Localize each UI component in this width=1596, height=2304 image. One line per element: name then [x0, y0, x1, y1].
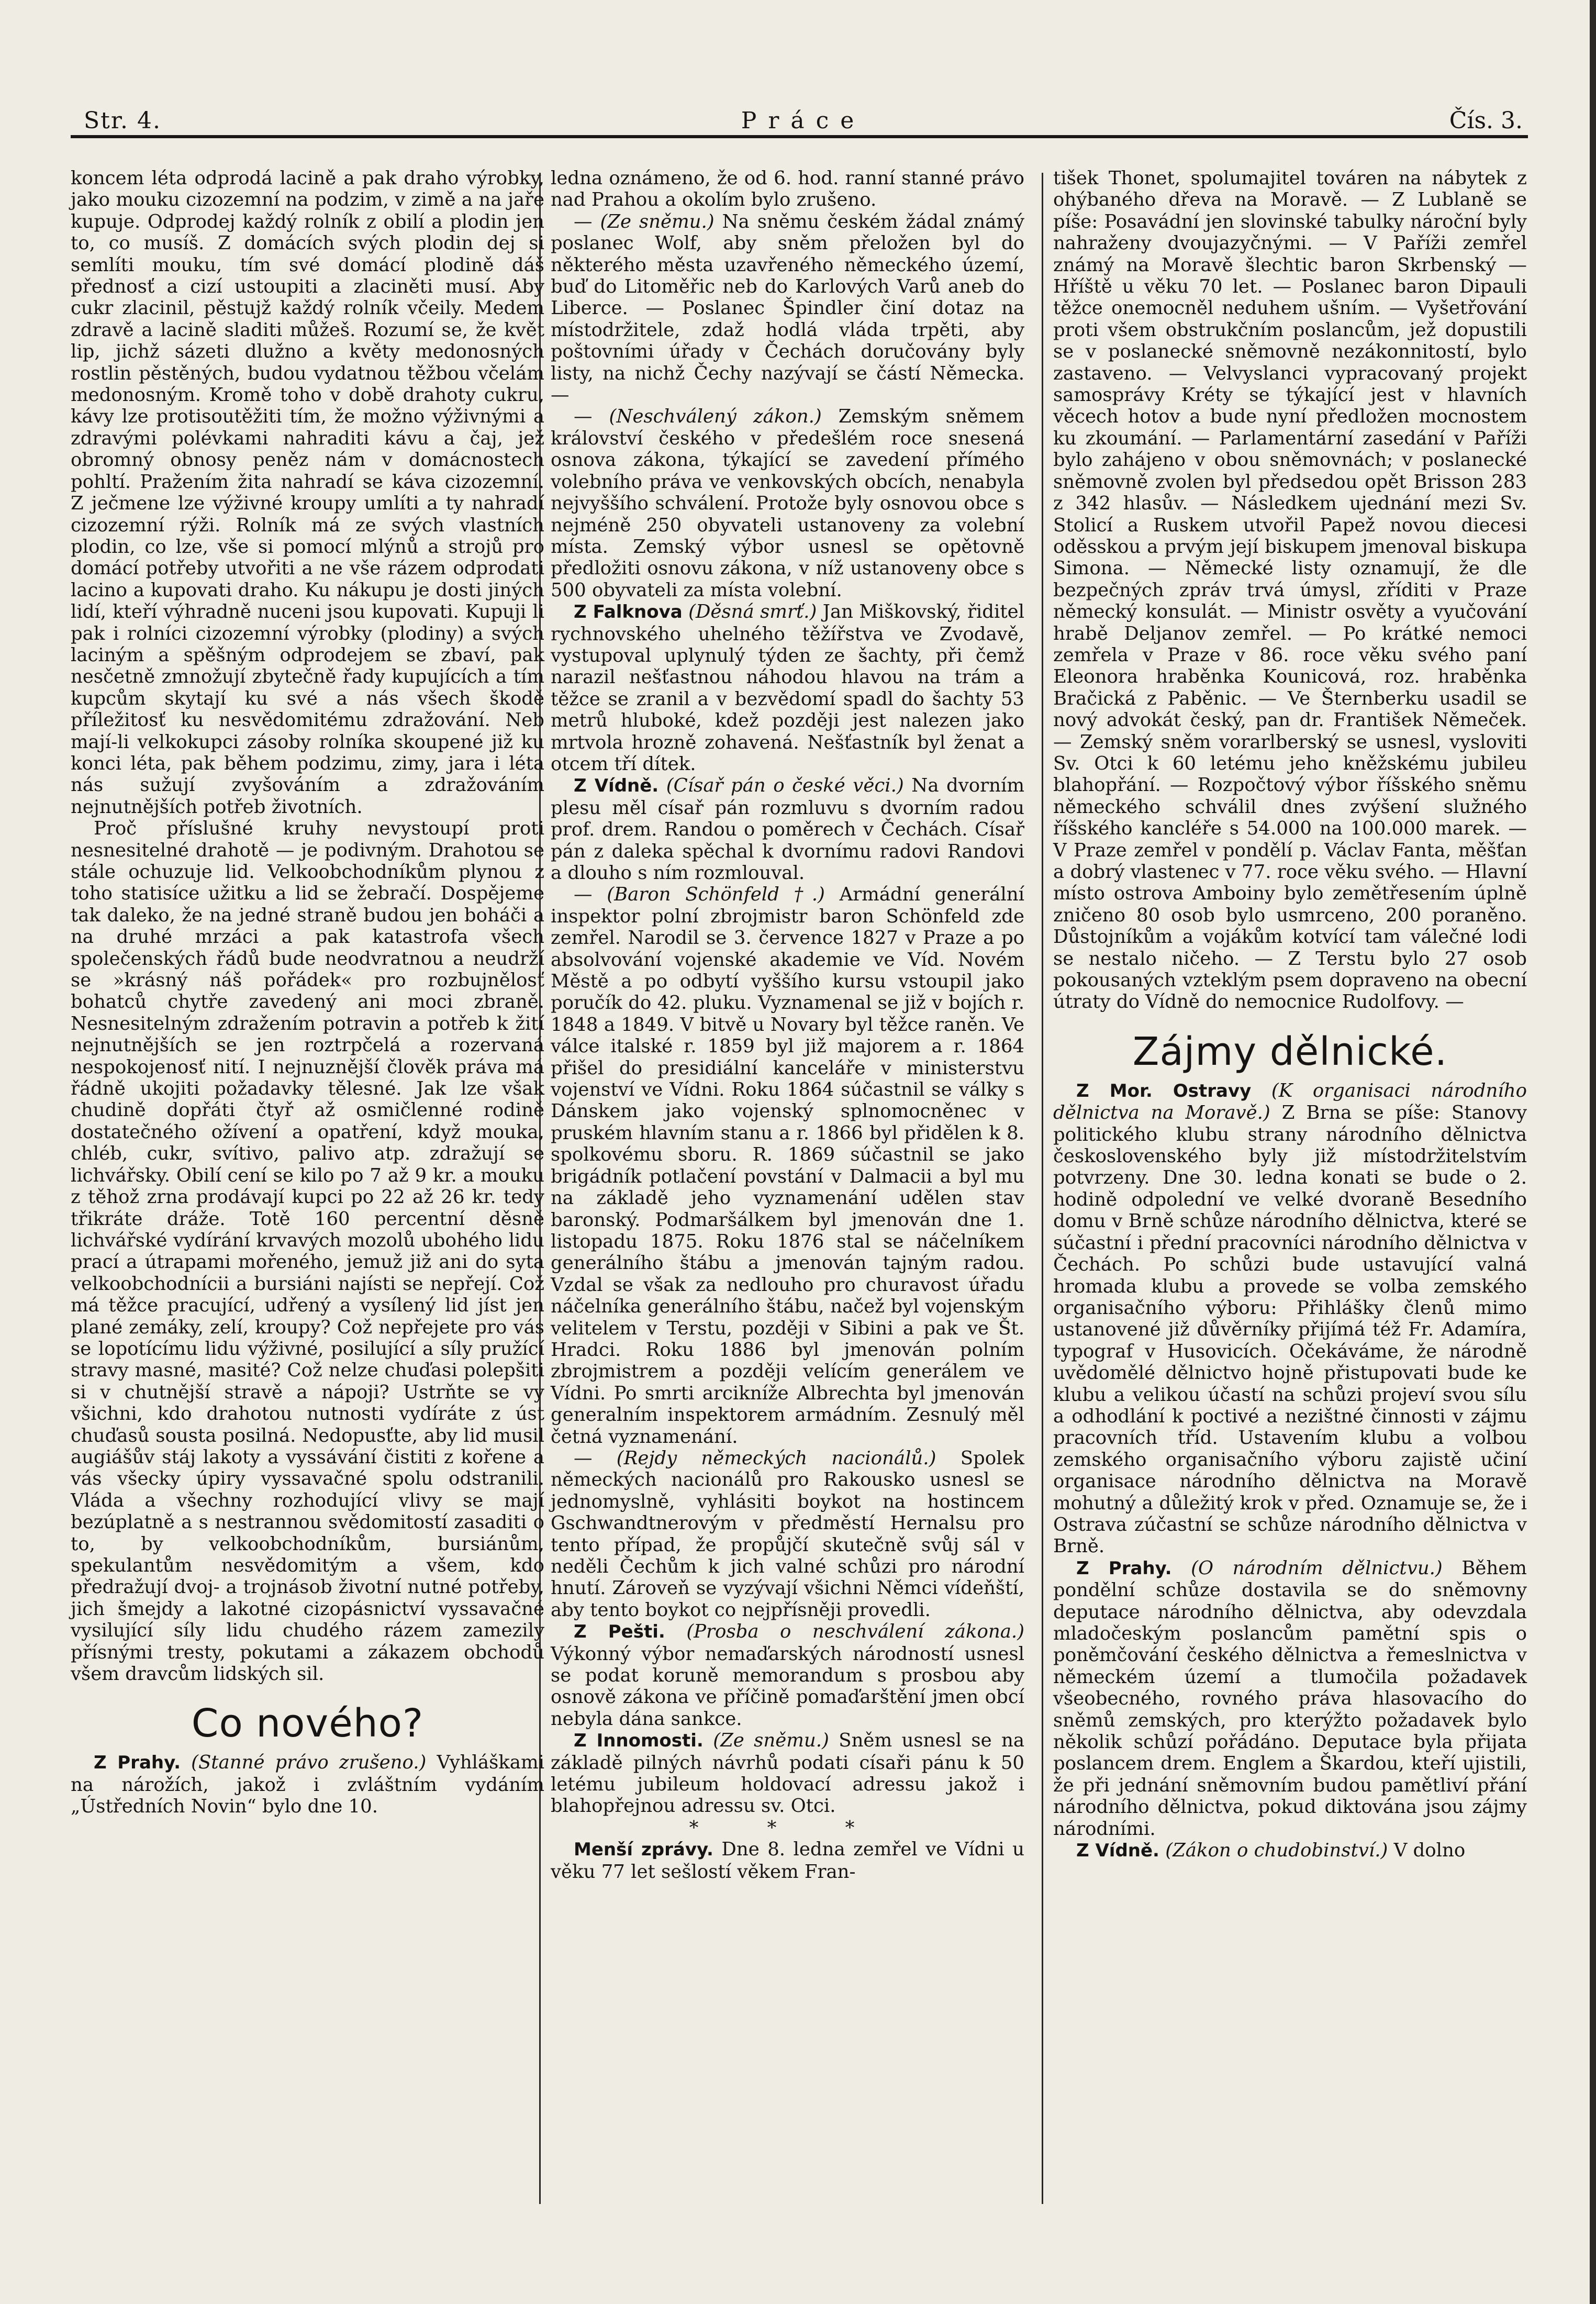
news-topic: (K organisaci národního dělnictva na Moravě.) [1053, 1079, 1527, 1124]
article-paragraph: koncem léta odprodá lacině a pak draho výrobky, jako mouku cizozemní na podzim, v zimě a na jaře kupuje. Odprodej každý rolník z obilí a plodin jen to, co musíš. Z domácích svých plodin dej si semlíti mouku, tím své domácí plodině dáš přednosť a cizí ustoupiti a zlaciněti musí. Aby cukr zlacinil, pěstujž každý rolník včeily. Medem zdravě a lacině sladiti můžeš. Rozumí se, že květ lip, jichž sázeti dlužno a květy medonosných rostlin pěstěných, budou vydatnou těžbou včelám medonosným. Kromě toho v době drahoty cukru, kávy lze protisoutěžiti tím, že možno výživnými a zdravými polévkami nahraditi kávu a čaj, jež obromný obnosy peněz nám v domácnostech pohltí. Pražením žita nahradí se káva cizozemní. Z ječmene lze výživné kroupy umlíti a ty nahradí cizozemní rýži. Rolník má ze svých vlastních plodin, co lze, vše si pomocí mlýnů a strojů pro domácí potřeby utvořiti a ne vše rázem odprodati lacino a kupovati draho. Ku nákupu je dosti jiných lidí, kteří výhradně nuceni jsou kupovati. Kupuji li pak i rolníci cizozemní výrobky (plodiny) a svých laciným a spěšným odprodejem se zbaví, pak nesčetně zmnožují zbytečně řady kupujících a tím kupcům skytají ku své a nás všech škodě příležitosť ku nesvědomitému zdražování. Neb mají-li velkokupci zásoby rolníka skoupené již ku konci léta, pak během podzimu, zimy, jara i léta nás sužují zvyšováním a zdražováním nejnutnějších potřeb životních. [71, 168, 544, 818]
news-topic: (Děsná smrť.) [688, 601, 817, 623]
news-text: ledna oznámeno, že od 6. hod. ranní stanné právo nad Prahou a okolím bylo zrušeno. [551, 168, 1024, 211]
news-text: Armádní generální inspektor polní zbrojmistr baron Schönfeld zde zemřel. Narodil se 3. července 1827 v Praze a po absolvování vojenské akademie ve Víd. Novém Městě a po odbytí vyššího kursu vstoupil jako poručík do 42. pluku. Vyznamenal se již v bojích r. 1848 a 1849. V bitvě u Novary byl těžce raněn. Ve válce italské r. 1859 byl již majorem a r. 1864 přišel do presidiální kanceláře v ministerstvu vojenství ve Vídni. Roku 1864 súčastnil se války s Dánskem jako vojenský splnomocněnec v pruském hlavním stanu a r. 1866 byl přidělen k 8. spolkovému sboru. R. 1869 súčastnil se jako brigádník potlačení povstání v Dalmacii a byl mu na základě jeho vyznamenání udělen stav baronský. Podmaršálkem byl jmenován dne 1. listopadu 1875. Roku 1876 stal se náčelníkem generálního štábu a jmenován tajným radou. Vzdal se však za nedlouho pro churavost úřadu náčelníka generálního štábu, načež byl vojenským velitelem v Terstu, později v Sibini a pak ve Št. Hradci. Roku 1886 byl jmenován polním zbrojmistrem a později velícím generálem ve Vídni. Po smrti arcikníže Albrechta byl jmenován generalním inspektorem armádním. Zesnulý měl četná vyznamenání. [551, 884, 1024, 1448]
column-divider-2 [1042, 173, 1043, 2204]
issue-number: Čís. 3. [1449, 107, 1523, 134]
news-topic: (Ze sněmu.) [713, 1730, 829, 1752]
news-item [551, 884, 1024, 1448]
news-text: Sněm usnesl se na základě pilných návrhů podati císaři pánu k 50 letému jubileum holdovací adressu jakož i blahopřejnou adressu sv. Otci. [551, 1730, 1024, 1817]
news-text: Dne 8. ledna zemřel ve Vídni u věku 77 let sešlostí věkem Fran- [551, 1839, 1024, 1883]
news-item [551, 168, 1024, 211]
news-location: Z Mor. Ostravy [1076, 1080, 1252, 1101]
news-location: Z Pešti. [574, 1621, 665, 1643]
news-topic: (Císař pán o české věci.) [666, 775, 904, 797]
news-text: V dolno [1393, 1840, 1466, 1862]
news-text: Z Brna se píše: Stanovy politického klubu strany národního dělnictva československého byly již místodržitelstvím potvrzeny. Dne 30. ledna konati se bude o 2. hodině odpolední ve velké dvoraně Besedního domu v Brně schůze národního dělnictva, které se súčastní i přední pracovníci národního dělnictva v Čechách. Po schůzi bude ustavující valná hromada klubu a provede se volba zemského organisačního výboru: Přihlášky členů mimo ustanovené již důvěrníky přijímá též Fr. Adamíra, typograf v Husovicích. Očekáváme, že národně uvědomělé dělnictvo hojně přistupovati bude ke klubu a velikou účastí na schůzi projeví svou sílu a odhodlání k poctivé a nezištné činnosti v zájmu pracovních tříd. Ustavením klubu a volbou zemského organisačního výboru zajistě učiní organisace národního dělnictva na Moravě mohutný a důležitý krok v před. Oznamuje se, že i Ostrava zúčastní se schůze národního dělnictva v Brně. [1053, 1102, 1527, 1557]
news-item [551, 601, 1024, 775]
news-topic: (Prosba o neschválení zákona.) [686, 1621, 1024, 1643]
news-location: Z Vídně. [1076, 1840, 1159, 1862]
page-number: Str. 4. [84, 107, 161, 134]
page-header [84, 107, 1523, 139]
news-text: Zemským sněmem království českého v předešlém roce snesená osnova zákona, týkající se zavedení přímého volebního práva ve venkovských obcích, nenabyla nejvyššího schválení. Protože byly osnovou obce s nejméně 250 obyvateli ustanoveny za volební místa. Zemský výbor usnesl se opětovně předložiti osnovu zákona, v níž ustanoveny obce s 500 obyvateli za místa volební. [551, 406, 1024, 601]
section-separator-stars: * * * [689, 1817, 886, 1839]
header-rule [71, 135, 1528, 138]
news-text: Během pondělní schůze dostavila se do sněmovny deputace národního dělnictva, aby odevzdala mladočeským poslancům pamětní spis o poněmčování českého dělnictva a řemeslnictva v německém území a tlumočila požadavek všeobecného, rovného práva hlasovacího do sněmů zemských, pro kterýžto požadavek bylo několik schůzí pořádáno. Deputace byla přijata poslancem drem. Englem a Škardou, kteří ujistili, že při jednání sněmovním budou pamětliví přání národního dělnictva, pokud diktována jsou zájmy národními. [1053, 1557, 1527, 1840]
scan-edge [1590, 0, 1596, 2304]
news-text: Výkonný výbor nemaďarských národností usnesl se podat koruně memorandum s prosbou aby osnově zákona ve příčině pomaďarštění jmen obcí nebyla dána sankce. [551, 1643, 1024, 1730]
news-location: Z Vídně. [574, 775, 659, 797]
news-dash: — [574, 210, 593, 232]
news-text: Jan Miškovský, řiditel rychnovského uhelného těžířstva ve Zvodavě, vystupoval uplynulý týden ze šachty, při čemž narazil nešťastnou náhodou hlavou na trám a těžce se zranil a v bezvědomí spadl do šachty 53 metrů hluboké, kdež později jest nalezen jako mrtvola hrozně zohavená. Nešťastník byl ženat a otcem tří dítek. [551, 601, 1024, 775]
section-title-news: Co nového? [191, 1701, 424, 1746]
news-item [551, 1730, 1024, 1817]
news-dash: — [574, 884, 593, 906]
news-dash: — [574, 1447, 593, 1469]
news-item [1053, 1080, 1527, 1557]
news-topic: (Ze sněmu.) [600, 210, 715, 232]
news-item [551, 1839, 1024, 1883]
news-text: Vyhláškami na nárožích, jakož i zvláštním vydáním „Ústředních Novin“ bylo dne 10. [71, 1752, 544, 1818]
news-topic: (O národním dělnictvu.) [1191, 1557, 1443, 1579]
news-topic: (Rejdy německých nacionálů.) [616, 1447, 936, 1469]
news-location: Menší zprávy. [574, 1839, 713, 1861]
news-topic: (Neschválený zákon.) [609, 406, 822, 428]
news-item [551, 211, 1024, 406]
news-item [71, 1752, 544, 1817]
masthead-title: Práce [741, 107, 866, 134]
news-dash: — [574, 406, 593, 428]
news-item [551, 775, 1024, 884]
section-title-workers: Zájmy dělnické. [1132, 1029, 1448, 1074]
news-item [1053, 1840, 1527, 1862]
news-item [551, 1621, 1024, 1730]
news-topic: (Zákon o chudobinství.) [1165, 1840, 1388, 1862]
news-location: Z Prahy. [1076, 1557, 1172, 1579]
news-item [1053, 1557, 1527, 1840]
article-paragraph: Proč příslušné kruhy nevystoupí proti nesnesitelné drahotě — je podivným. Drahotou se stále ochuzuje lid. Velkoobchodníkům plynou z toho statisíce užitku a lid se žebračí. Dospějeme tak daleko, že na jedné straně budou jen boháči a na druhé mrzáci a pak katastrofa všech společenských řádů bude neodvratnou a neudrží se »krásný náš pořádek« pro rozbujnělosť bohatců chytře zavedený ani moci zbraně. Nesnesitelným zdražením potravin a potřeb k žití nejnutnějších se jen roztrpčelá a rozervaná nespokojenosť nití. I nejnuznější člověk práva má řádně ukojiti požadavky tělesné. Jak lze však chudině dopřáti čtyř až osmičlenné rodině dostatečného ožívení a opatření, když mouka, chléb, cukr, svítivo, palivo atp. zdražují se lichvářsky. Obilí cení se kilo po 7 až 9 kr. a mouku z těhož zrna prodávají kupci po 22 až 26 kr. tedy třikráte dráže. Totě 160 percentní děsně lichvářské vydírání krvavých mozolů ubohého lidu prací a útrapami mořeného, jemuž již ani do syta velkoobchodnícii a bursiáni najísti se nepřejí. Což má těžce pracující, udřený a vysílený lid jíst jen plané zemáky, zelí, kroupy? Což nepřejete pro vás se lopotícímu lidu výživné, posilující a síly pružící stravy masné, masité? Což nelze chuďasi polepšiti si v chutnější stravě a nápoji? Ustrňte se vy všichni, kdo drahotou nutnosti vydíráte z úst chuďasů sousta posilná. Nedopusťte, aby lid musil augiášův stáj lakoty a vyssávání čistiti z kořene a vás všecky úpiry vyssavačné spolu odstranili. Vláda a všechny rozhodující vlivy se mají bezúplatně a s nestrannou svědomitostí zasaditi o to, by velkoobchodníkům, bursiánům, spekulantům nesvědomitým a všem, kdo předražují dvoj- a trojnásob životní nutné potřeby, jich šmejdy a lakotné cizopásnictví vyssavačné vysilující síly lidu chudého rázem zamezily přísnými tresty, pokutami a zákazem obchodů všem dravcům lidských sil. [71, 818, 544, 1685]
news-paragraph: tišek Thonet, spolumajitel továren na nábytek z ohýbaného dřeva na Moravě. — Z Lublaně se píše: Posavádní jen slovinské tabulky nároční byly nahraženy dvoujazyčnými. — V Paříži zemřel známý na Moravě šlechtic baron Skrbenský — Hříště u věku 70 let. — Poslanec baron Dipauli těžce onemocněl neduhem ušním. — Vyšetřování proti všem obstrukčním poslancům, jež dopustili se v poslanecké sněmovně nezákonnitostí, bylo zastaveno. — Velvyslanci vypracovaný projekt samosprávy Kréty se týkající jest v hlavních věcech hotov a bude nyní předložen mocnostem ku zkoumání. — Parlamentární zasedání v Paříži bylo zahájeno v obou sněmovnách; v poslanecké sněmovně zvolen byl předsedou opět Brisson 283 z 342 hlasův. — Následkem ujednání mezi Sv. Stolicí a Ruskem utvořil Papež novou diecesi oděsskou a prvým její biskupem jmenoval biskupa Simona. — Německé listy oznamují, že dle bezpečných zpráv trvá úmysl, zříditi v Praze německý konsulát. — Ministr osvěty a vyučování hrabě Deljanov zemřel. — Po krátké nemoci zemřela v Praze v 86. roce věku svého paní Eleonora hraběnka Kounicová, roz. hraběnka Bračická z Paběnic. — Ve Šternberku usadil se nový advokát český, pan dr. František Němeček. — Zemský sněm vorarlberský se usnesl, vysloviti Sv. Otci k 60 letému jeho kněžskému jubileu blahopřání. — Rozpočtový výbor říšského sněmu německého schválil dnes zvýšení služného říšského kancléře s 54.000 na 100.000 marek. — V Praze zemřel v pondělí p. Václav Fanta, měšťan a dobrý vlastenec v 77. roce věku svého. — Hlavní místo ostrova Amboiny bylo zemětřesením úplně zničeno 80 osob bylo usmrceno, 200 poraněno. Důstojníkům a vojákům kotvící tam válečné lodi se nestalo ničeho. — Z Terstu bylo 27 osob pokousaných vzteklým psem dopraveno na obecní útraty do Vídně do nemocnice Rudolfovy. — [1053, 168, 1527, 1013]
column-2 [551, 168, 1024, 1883]
news-text: Spolek německých nacionálů pro Rakousko usnesl se jednomyslně, vyhlásiti boykot na hostincem Gschwandtnerovým v předměstí Hernalsu pro tento případ, že propůjčí skutečně svůj sál v neděli Čechům k jich valné schůzi pro národní hnutí. Zároveň se vyzývají všichni Němci vídeňští, aby tento boykot co nejpřísněji provedli. [551, 1447, 1024, 1621]
column-1 [71, 168, 544, 1818]
column-3 [1053, 168, 1527, 1862]
news-text: Na dvorním plesu měl císař pán rozmluvu s dvorním radou prof. drem. Randou o poměrech v Čechách. Císař pán z daleka spěchal k dvornímu radovi Randovi a dlouho s ním rozmlouval. [551, 775, 1025, 884]
news-topic: (Stanné právo zrušeno.) [191, 1752, 427, 1774]
news-item [551, 1448, 1024, 1621]
news-location: Z Prahy. [94, 1752, 181, 1774]
news-item [551, 406, 1024, 601]
news-location: Z Falknova [574, 602, 683, 623]
news-location: Z Innomosti. [574, 1730, 704, 1752]
news-text: Na sněmu českém žádal známý poslanec Wolf, aby sněm přeložen byl do některého města uzavřeného německého území, buď do Litoměřic neb do Karlových Varů aneb do Liberce. — Poslanec Špindler činí dotaz na místodržitele, zdaž hodlá vláda trpěti, aby poštovními úřady v Čechách doručovány byly listy, na nichž Čechy nazývají se částí Německa. — [551, 210, 1024, 406]
news-topic: (Baron Schönfeld †.) [607, 884, 825, 906]
